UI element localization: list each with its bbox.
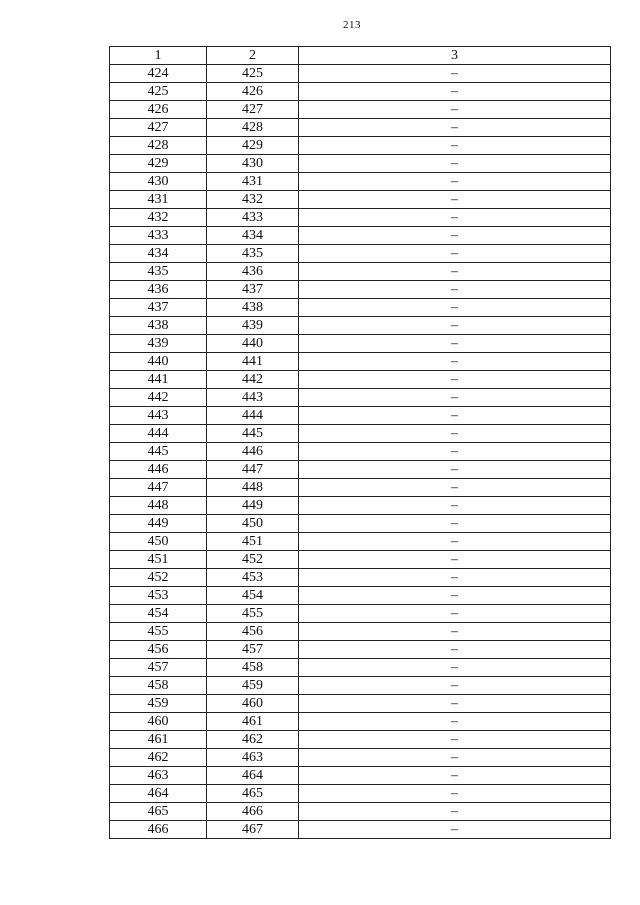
table-cell-col-1: 446 — [110, 461, 207, 479]
table-cell-col-1: 426 — [110, 101, 207, 119]
table-row — [110, 785, 611, 803]
table-header — [110, 47, 611, 65]
table-cell-col-2: 438 — [207, 299, 299, 317]
table-cell-col-1: 428 — [110, 137, 207, 155]
table-row — [110, 497, 611, 515]
table-cell-col-1: 429 — [110, 155, 207, 173]
table-cell-col-1: 443 — [110, 407, 207, 425]
table-cell-col-2: 425 — [207, 65, 299, 83]
table-cell-col-1: 445 — [110, 443, 207, 461]
table-cell-col-2: 442 — [207, 371, 299, 389]
table-cell-col-2: 452 — [207, 551, 299, 569]
table-cell-col-1: 435 — [110, 263, 207, 281]
table-row — [110, 425, 611, 443]
table-cell-col-3: – — [299, 821, 611, 839]
table-cell-col-1: 444 — [110, 425, 207, 443]
table-cell-col-3: – — [299, 389, 611, 407]
table-cell-col-3: – — [299, 317, 611, 335]
table-row — [110, 605, 611, 623]
table-row — [110, 209, 611, 227]
column-header-3: 3 — [299, 47, 611, 65]
table-cell-col-1: 452 — [110, 569, 207, 587]
table-cell-col-1: 462 — [110, 749, 207, 767]
table-cell-col-3: – — [299, 155, 611, 173]
table-cell-col-3: – — [299, 335, 611, 353]
table-row — [110, 749, 611, 767]
table-cell-col-2: 429 — [207, 137, 299, 155]
table-cell-col-2: 441 — [207, 353, 299, 371]
table-cell-col-2: 433 — [207, 209, 299, 227]
table-cell-col-3: – — [299, 299, 611, 317]
table-cell-col-2: 436 — [207, 263, 299, 281]
table-row — [110, 443, 611, 461]
table-cell-col-1: 437 — [110, 299, 207, 317]
table-row — [110, 245, 611, 263]
table-cell-col-2: 443 — [207, 389, 299, 407]
table-cell-col-3: – — [299, 227, 611, 245]
table-row — [110, 281, 611, 299]
table-row — [110, 227, 611, 245]
table-row — [110, 353, 611, 371]
table-row — [110, 389, 611, 407]
table-cell-col-2: 430 — [207, 155, 299, 173]
table-cell-col-2: 432 — [207, 191, 299, 209]
table-row — [110, 191, 611, 209]
table-cell-col-1: 456 — [110, 641, 207, 659]
table-row — [110, 677, 611, 695]
table-cell-col-1: 449 — [110, 515, 207, 533]
table-cell-col-1: 451 — [110, 551, 207, 569]
table-row — [110, 155, 611, 173]
table-row — [110, 65, 611, 83]
table-cell-col-2: 457 — [207, 641, 299, 659]
table-row — [110, 335, 611, 353]
table-cell-col-2: 448 — [207, 479, 299, 497]
table-cell-col-1: 461 — [110, 731, 207, 749]
table-cell-col-2: 455 — [207, 605, 299, 623]
table-cell-col-3: – — [299, 767, 611, 785]
table-row — [110, 803, 611, 821]
table-row — [110, 83, 611, 101]
table-cell-col-1: 441 — [110, 371, 207, 389]
table-cell-col-2: 434 — [207, 227, 299, 245]
table-cell-col-2: 461 — [207, 713, 299, 731]
table-cell-col-2: 431 — [207, 173, 299, 191]
table-cell-col-1: 458 — [110, 677, 207, 695]
table-cell-col-3: – — [299, 425, 611, 443]
table-cell-col-3: – — [299, 83, 611, 101]
table-cell-col-2: 466 — [207, 803, 299, 821]
table-row — [110, 101, 611, 119]
table-cell-col-1: 466 — [110, 821, 207, 839]
table-row — [110, 587, 611, 605]
table-cell-col-3: – — [299, 263, 611, 281]
table-cell-col-1: 459 — [110, 695, 207, 713]
table-cell-col-3: – — [299, 443, 611, 461]
table-cell-col-3: – — [299, 281, 611, 299]
table-row — [110, 515, 611, 533]
table-cell-col-1: 460 — [110, 713, 207, 731]
table-row — [110, 533, 611, 551]
table-cell-col-3: – — [299, 353, 611, 371]
table-cell-col-1: 433 — [110, 227, 207, 245]
table-cell-col-3: – — [299, 749, 611, 767]
table-cell-col-2: 446 — [207, 443, 299, 461]
page-number: 213 — [343, 19, 361, 31]
table-row — [110, 659, 611, 677]
table-cell-col-2: 454 — [207, 587, 299, 605]
table-cell-col-3: – — [299, 515, 611, 533]
table-cell-col-2: 463 — [207, 749, 299, 767]
table-row — [110, 695, 611, 713]
table-cell-col-3: – — [299, 245, 611, 263]
table-cell-col-1: 448 — [110, 497, 207, 515]
table-cell-col-1: 463 — [110, 767, 207, 785]
table-cell-col-3: – — [299, 605, 611, 623]
table-row — [110, 767, 611, 785]
table-cell-col-1: 434 — [110, 245, 207, 263]
table-cell-col-1: 455 — [110, 623, 207, 641]
table-cell-col-2: 444 — [207, 407, 299, 425]
table-row — [110, 731, 611, 749]
table-cell-col-1: 457 — [110, 659, 207, 677]
table-row — [110, 623, 611, 641]
table-row — [110, 713, 611, 731]
table-cell-col-1: 425 — [110, 83, 207, 101]
table-cell-col-1: 438 — [110, 317, 207, 335]
table-cell-col-3: – — [299, 785, 611, 803]
table-cell-col-3: – — [299, 587, 611, 605]
table-cell-col-3: – — [299, 209, 611, 227]
table-row — [110, 479, 611, 497]
table-cell-col-3: – — [299, 461, 611, 479]
table-row — [110, 371, 611, 389]
header-row — [110, 47, 611, 65]
table-cell-col-1: 427 — [110, 119, 207, 137]
table-cell-col-3: – — [299, 731, 611, 749]
table-cell-col-2: 464 — [207, 767, 299, 785]
table-cell-col-3: – — [299, 137, 611, 155]
table-cell-col-1: 454 — [110, 605, 207, 623]
table-cell-col-3: – — [299, 641, 611, 659]
table-row — [110, 551, 611, 569]
table-cell-col-2: 437 — [207, 281, 299, 299]
table-cell-col-3: – — [299, 497, 611, 515]
table-row — [110, 119, 611, 137]
table-cell-col-3: – — [299, 713, 611, 731]
table-cell-col-2: 456 — [207, 623, 299, 641]
table-cell-col-3: – — [299, 533, 611, 551]
table-cell-col-1: 436 — [110, 281, 207, 299]
table-row — [110, 821, 611, 839]
table-cell-col-3: – — [299, 407, 611, 425]
table-cell-col-3: – — [299, 569, 611, 587]
table-cell-col-3: – — [299, 551, 611, 569]
table-cell-col-2: 447 — [207, 461, 299, 479]
table-cell-col-2: 459 — [207, 677, 299, 695]
table-cell-col-3: – — [299, 695, 611, 713]
table-cell-col-1: 453 — [110, 587, 207, 605]
table-cell-col-2: 462 — [207, 731, 299, 749]
table-row — [110, 299, 611, 317]
table-cell-col-2: 439 — [207, 317, 299, 335]
table-cell-col-2: 445 — [207, 425, 299, 443]
table-cell-col-1: 432 — [110, 209, 207, 227]
table-cell-col-1: 465 — [110, 803, 207, 821]
table-cell-col-3: – — [299, 659, 611, 677]
table-cell-col-1: 431 — [110, 191, 207, 209]
table-cell-col-3: – — [299, 677, 611, 695]
table-cell-col-2: 465 — [207, 785, 299, 803]
table-row — [110, 641, 611, 659]
table-cell-col-3: – — [299, 173, 611, 191]
table-cell-col-2: 467 — [207, 821, 299, 839]
table-row — [110, 407, 611, 425]
column-header-1: 1 — [110, 47, 207, 65]
table-cell-col-2: 458 — [207, 659, 299, 677]
table-cell-col-1: 447 — [110, 479, 207, 497]
table-row — [110, 173, 611, 191]
table-cell-col-2: 435 — [207, 245, 299, 263]
table-cell-col-1: 439 — [110, 335, 207, 353]
table-cell-col-3: – — [299, 371, 611, 389]
table-cell-col-3: – — [299, 65, 611, 83]
table-cell-col-2: 426 — [207, 83, 299, 101]
table-cell-col-1: 424 — [110, 65, 207, 83]
table-cell-col-2: 427 — [207, 101, 299, 119]
table-cell-col-1: 440 — [110, 353, 207, 371]
table-cell-col-3: – — [299, 101, 611, 119]
data-table — [109, 46, 611, 839]
table-cell-col-1: 442 — [110, 389, 207, 407]
table-cell-col-2: 440 — [207, 335, 299, 353]
table-cell-col-3: – — [299, 119, 611, 137]
table-cell-col-1: 430 — [110, 173, 207, 191]
table-row — [110, 317, 611, 335]
table-cell-col-2: 453 — [207, 569, 299, 587]
table-cell-col-2: 428 — [207, 119, 299, 137]
column-header-2: 2 — [207, 47, 299, 65]
table-cell-col-3: – — [299, 623, 611, 641]
table-row — [110, 461, 611, 479]
table-cell-col-3: – — [299, 803, 611, 821]
table-row — [110, 137, 611, 155]
table-cell-col-2: 460 — [207, 695, 299, 713]
table-cell-col-1: 464 — [110, 785, 207, 803]
table-cell-col-3: – — [299, 191, 611, 209]
table-cell-col-2: 450 — [207, 515, 299, 533]
table-cell-col-1: 450 — [110, 533, 207, 551]
table-row — [110, 569, 611, 587]
table-body — [110, 65, 611, 839]
table-row — [110, 263, 611, 281]
table-cell-col-2: 451 — [207, 533, 299, 551]
table-cell-col-3: – — [299, 479, 611, 497]
table-cell-col-2: 449 — [207, 497, 299, 515]
